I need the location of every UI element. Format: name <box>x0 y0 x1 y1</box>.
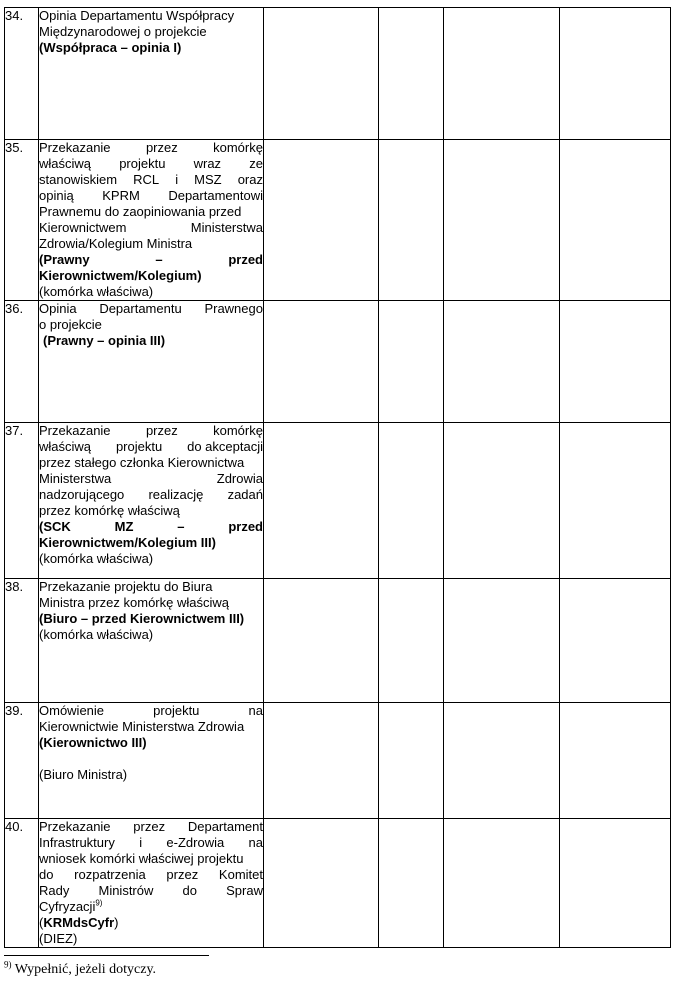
empty-cell <box>379 703 444 819</box>
empty-cell <box>379 819 444 948</box>
empty-cell <box>560 140 671 301</box>
empty-cell <box>379 579 444 703</box>
empty-cell <box>444 579 560 703</box>
row-number: 36. <box>5 301 39 423</box>
empty-cell <box>444 703 560 819</box>
table-row <box>5 301 671 423</box>
empty-cell <box>444 140 560 301</box>
footnote-divider <box>4 955 209 956</box>
empty-cell <box>444 301 560 423</box>
empty-cell <box>560 703 671 819</box>
table-row <box>5 703 671 819</box>
empty-cell <box>379 8 444 140</box>
row-description: Przekazanie przez komórkę właściwą projektu wraz ze stanowiskiem RCL i MSZ oraz opinią KPRM Departamentowi Prawnemu do zaopiniowania przed Kierownictwem Ministerstwa Zdrowia/Kolegium Ministra (Prawny – przed Kierownictwem/Kolegium) (komórka właściwa) <box>39 140 263 299</box>
empty-cell <box>560 8 671 140</box>
empty-cell <box>444 423 560 579</box>
empty-cell <box>264 140 379 301</box>
row-description: Przekazanie projektu do Biura Ministra przez komórkę właściwą (Biuro – przed Kierownictwem III) (komórka właściwa) <box>39 579 264 703</box>
empty-cell <box>379 140 444 301</box>
empty-cell <box>264 423 379 579</box>
procedure-table <box>4 7 671 948</box>
empty-cell <box>264 579 379 703</box>
empty-cell <box>379 423 444 579</box>
empty-cell <box>444 8 560 140</box>
empty-cell <box>264 819 379 948</box>
row-number: 40. <box>5 819 39 948</box>
empty-cell <box>264 8 379 140</box>
footnote-reference: 9) <box>95 898 103 908</box>
footnote <box>4 959 157 978</box>
empty-cell <box>379 301 444 423</box>
row-number: 39. <box>5 703 39 819</box>
table-row <box>5 579 671 703</box>
empty-cell <box>264 703 379 819</box>
row-description: Przekazanie przez komórkę właściwą projektu do akceptacji przez stałego członka Kierownictwa Ministerstwa Zdrowia nadzorującego realizację zadań przez komórkę właściwą (SCK MZ – przed Kierownictwem/Kolegium III) (komórka właściwa) <box>39 423 264 579</box>
empty-cell <box>444 819 560 948</box>
empty-cell <box>264 301 379 423</box>
empty-cell <box>560 819 671 948</box>
empty-cell <box>560 423 671 579</box>
empty-cell <box>560 301 671 423</box>
row-number: 34. <box>5 8 39 140</box>
row-description: Omówienie projektu na Kierownictwie Ministerstwa Zdrowia (Kierownictwo III) (Biuro Ministra) <box>39 703 264 819</box>
empty-cell <box>560 579 671 703</box>
table-row <box>5 819 671 948</box>
row-description: Opinia Departamentu Prawnego o projekcie (Prawny – opinia III) <box>39 301 264 423</box>
row-description: Przekazanie przez Departament Infrastruktury i e-Zdrowia na wniosek komórki właściwej projektu do rozpatrzenia przez Komitet Rady Ministrów do Spraw Cyfryzacji$^{9)}$ (KRMdsCyfr) (DIEZ) <box>39 819 263 946</box>
row-number: 38. <box>5 579 39 703</box>
footnote-mark: 9) <box>4 959 12 970</box>
table-row <box>5 8 671 140</box>
row-number: 37. <box>5 423 39 579</box>
table-row <box>5 423 671 579</box>
footnote-text: Wypełnić, jeżeli dotyczy. <box>11 962 157 977</box>
row-description: Opinia Departamentu Współpracy Międzynarodowej o projekcie (Współpraca – opinia I) <box>39 8 264 140</box>
row-number: 35. <box>5 140 39 301</box>
table-row <box>5 140 671 301</box>
